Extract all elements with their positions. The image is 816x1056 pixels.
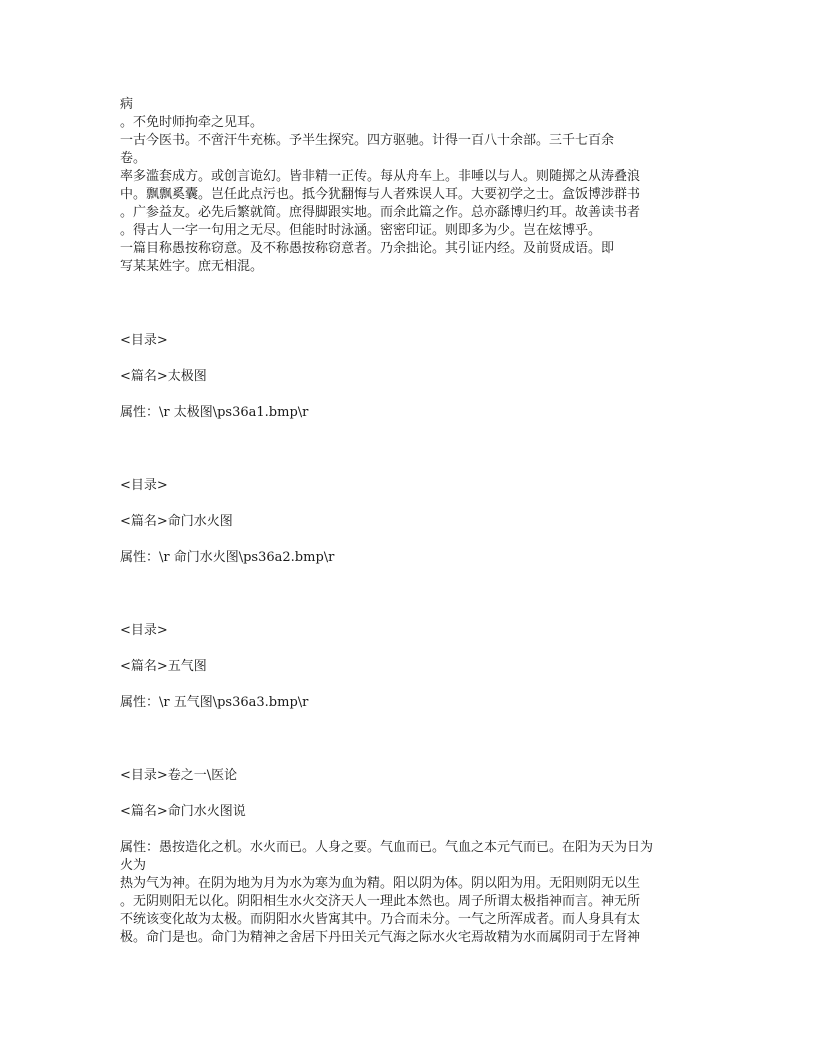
text-line: 极。命门是也。命门为精神之舍居下丹田关元气海之际水火宅焉故精为水而属阴司于左肾神 bbox=[120, 930, 641, 945]
text-line: 属性：\r 太极图\ps36a1.bmp\r bbox=[120, 405, 309, 420]
section-catalog-tag: <目录> bbox=[120, 478, 168, 493]
text-line: 一篇目称愚按称窃意。及不称愚按称窃意者。乃余拙论。其引证内经。及前贤成语。即 bbox=[120, 241, 615, 256]
text-line: 一古今医书。不啻汗牛充栋。予半生探究。四方驱驰。计得一百八十余部。三千七百余 bbox=[120, 133, 615, 148]
section-catalog-tag: <目录> bbox=[120, 333, 168, 348]
section-catalog-tag: <目录> bbox=[120, 623, 168, 638]
section-attribute bbox=[120, 404, 308, 422]
text-line: 属性：愚按造化之机。水火而已。人身之要。气血而已。气血之本元气而已。在阳为天为日为 bbox=[120, 840, 654, 855]
text-line: 。广参益友。必先后繁就简。庶得脚跟实地。而余此篇之作。总亦繇博归约耳。故善读书者 bbox=[120, 205, 641, 220]
text-line: 属性：\r 命门水火图\ps36a2.bmp\r bbox=[120, 550, 335, 565]
section-title: <篇名>五气图 bbox=[120, 659, 207, 674]
section-attribute bbox=[120, 694, 308, 712]
text-line: 卷。 bbox=[120, 151, 147, 166]
text-line: 不统该变化故为太极。而阴阳水火皆寓其中。乃合而未分。一气之所浑成者。而人身具有太 bbox=[120, 912, 641, 927]
text-line: 病 bbox=[120, 97, 134, 112]
text-line: 率多滥套成方。或创言诡幻。皆非精一正传。每从舟车上。非唾以与人。则随掷之从涛叠浪 bbox=[120, 169, 641, 184]
section-catalog-tag: <目录>卷之一\医论 bbox=[120, 768, 238, 783]
text-line: 写某某姓字。庶无相混。 bbox=[120, 259, 264, 274]
section-attribute bbox=[120, 839, 653, 947]
text-line: 火为 bbox=[120, 858, 147, 873]
section-title: <篇名>命门水火图 bbox=[120, 514, 233, 529]
section-title: <篇名>太极图 bbox=[120, 369, 207, 384]
text-line: 中。飘飘奚囊。岂任此点污也。抵今犹翻悔与人者殊误人耳。大要初学之士。盒饭博涉群书 bbox=[120, 187, 641, 202]
text-line: 。无阴则阳无以化。阴阳相生水火交济天人一理此本然也。周子所谓太极指神而言。神无所 bbox=[120, 894, 641, 909]
text-line: 。得古人一字一句用之无尽。但能时时泳涵。密密印证。则即多为少。岂在炫博乎。 bbox=[120, 223, 602, 238]
text-line: 属性：\r 五气图\ps36a3.bmp\r bbox=[120, 695, 309, 710]
section-title: <篇名>命门水火图说 bbox=[120, 804, 246, 819]
intro-paragraph bbox=[120, 96, 640, 276]
section-attribute bbox=[120, 549, 334, 567]
text-line: 热为气为神。在阴为地为月为水为寒为血为精。阳以阴为体。阴以阳为用。无阳则阴无以生 bbox=[120, 876, 641, 891]
text-line: 。不免时师拘牵之见耳。 bbox=[120, 115, 264, 130]
